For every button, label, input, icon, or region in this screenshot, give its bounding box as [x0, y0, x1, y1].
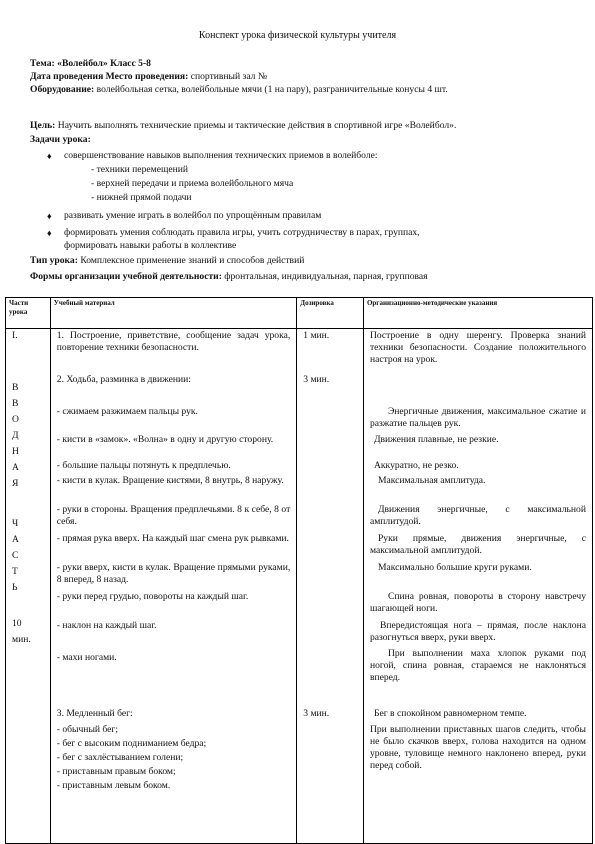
note-item: При выполнении приставных шагов следить, чтобы не было скачков вверх, голова находится на одном уровне, туловище немного наклонено вперед, руки перед собой.	[369, 724, 586, 771]
column-header: Учебный материал	[50, 298, 297, 329]
material-item: - приставным левым боком.	[56, 780, 171, 791]
task-subitem: - верхней передачи и приема волейбольного мяча	[91, 178, 294, 189]
task-subitem: - нижней прямой подачи	[91, 192, 192, 203]
note-item: Максимальная амплитуда.	[377, 475, 486, 486]
task-subitem: формировать навыки работы в коллективе	[64, 240, 237, 251]
dosage-cell	[300, 330, 360, 842]
task-item: развивать умение играть в волейбол по упрощённым правилам	[64, 210, 322, 221]
material-item: - обычный бег;	[56, 724, 119, 735]
dosage-value: 3 мин.	[303, 374, 330, 385]
material-item: - руки вверх, кисти в кулак. Вращение прямыми руками, 8 вперед, 8 назад.	[56, 562, 291, 585]
lesson-table	[5, 297, 593, 844]
part-label: 10	[12, 618, 22, 629]
lesson-part-cell	[9, 330, 47, 842]
material-item: - махи ногами.	[56, 652, 117, 663]
note-item: Аккуратно, не резко.	[373, 460, 459, 471]
task-subitem: - техники перемещений	[91, 164, 189, 175]
part-label: мин.	[12, 634, 31, 645]
column-header: Дозировка	[297, 298, 364, 329]
part-label: Д	[12, 430, 19, 441]
document-title: Конспект урока физической культуры учителя	[198, 30, 397, 41]
material-item: - кисти в кулак. Вращение кистями, 8 внутрь, 8 наружу.	[56, 475, 284, 486]
material-item: - кисти в «замок». «Волна» в одну и другую сторону.	[56, 434, 274, 445]
note-item: Энергичные движения, максимальное сжатие и разжатие пальцев рук.	[369, 406, 586, 429]
note-item: Построение в одну шеренгу. Проверка знаний техники безопасности. Создание положительного настроя на урок.	[369, 330, 586, 365]
material-item: - руки в стороны. Вращения предплечьями. 8 к себе, 8 от себя.	[56, 504, 291, 527]
task-item: формировать умения соблюдать правила игры, учить сотрудничеству в парах, группах,	[64, 227, 420, 238]
material-item: 2. Ходьба, разминка в движении:	[56, 374, 191, 385]
forms-line: Формы организации учебной деятельности: фронтальная, индивидуальная, парная, групповая	[30, 271, 428, 282]
dosage-value: 1 мин.	[303, 330, 330, 341]
goal-line: Цель: Научить выполнять технические приемы и тактические действия в спортивной игре «Волейбол».	[30, 120, 457, 131]
note-item: Максимально большие круги руками.	[377, 562, 532, 573]
part-label: В	[12, 398, 19, 409]
part-label: Т	[12, 566, 18, 577]
topic-line: Тема: «Волейбол» Класс 5-8	[30, 58, 151, 69]
material-item: - руки перед грудью, повороты на каждый шаг.	[56, 591, 249, 602]
material-item: - большие пальцы потянуть к предплечью.	[56, 460, 231, 471]
notes-cell	[367, 330, 589, 842]
diamond-bullet-icon: ♦	[47, 211, 52, 221]
column-header: Организационно-методические указания	[363, 298, 592, 329]
part-label: I.	[12, 330, 18, 341]
part-label: С	[12, 550, 19, 561]
date-line: Дата проведения Место проведения: спортивный зал №	[30, 71, 268, 82]
equipment-line: Оборудование: волейбольная сетка, волейбольные мячи (1 на пару), разграничительные конусы 4 шт.	[30, 84, 448, 95]
material-item: - бег с высоким подниманием бедра;	[56, 738, 207, 749]
material-item: - приставным правым боком;	[56, 766, 176, 777]
part-label: Ь	[12, 582, 18, 593]
material-item: 3. Медленный бег:	[56, 708, 133, 719]
material-item: - бег с захлёстыванием голени;	[56, 752, 184, 763]
dosage-value: 3 мин.	[303, 708, 330, 719]
material-item: - прямая рука вверх. На каждый шаг смена рук рывками.	[56, 533, 289, 544]
note-item: Бег в спокойном равномерном темпе.	[373, 708, 527, 719]
part-label: В	[12, 382, 19, 393]
note-item: Руки прямые, движения энергичные, с максимальной амплитудой.	[369, 533, 586, 556]
diamond-bullet-icon: ♦	[47, 228, 52, 238]
material-cell	[54, 330, 294, 842]
lesson-type-line: Тип урока: Комплексное применение знаний и способов действий	[30, 255, 305, 266]
diamond-bullet-icon: ♦	[47, 151, 52, 161]
material-item: - сжимаем разжимаем пальцы рук.	[56, 406, 198, 417]
material-item: 1. Построение, приветствие, сообщение задач урока, повторение техники безопасности.	[56, 330, 291, 353]
part-label: А	[12, 462, 19, 473]
part-label: Н	[12, 446, 19, 457]
note-item: Впередистоящая нога – прямая, после наклона разогнуться вверх, руки вверх.	[369, 620, 586, 643]
table-header-row	[6, 298, 593, 329]
table-row	[6, 329, 593, 844]
note-item: При выполнении маха хлопок руками под ногой, спина ровная, стараемся не наклоняться вперед.	[369, 648, 586, 683]
note-item: Движения плавные, не резкие.	[373, 434, 499, 445]
note-item: Движения энергичные, с максимальной амплитудой.	[369, 504, 586, 527]
part-label: О	[12, 414, 19, 425]
tasks-heading: Задачи урока:	[30, 134, 91, 145]
part-label: Я	[12, 478, 19, 489]
task-item: совершенствование навыков выполнения технических приемов в волейболе:	[64, 150, 378, 161]
material-item: - наклон на каждый шаг.	[56, 620, 157, 631]
part-label: А	[12, 534, 19, 545]
note-item: Спина ровная, повороты в сторону навстречу шагающей ноги.	[369, 591, 586, 614]
part-label: Ч	[12, 518, 19, 529]
column-header: Части урока	[6, 298, 51, 329]
